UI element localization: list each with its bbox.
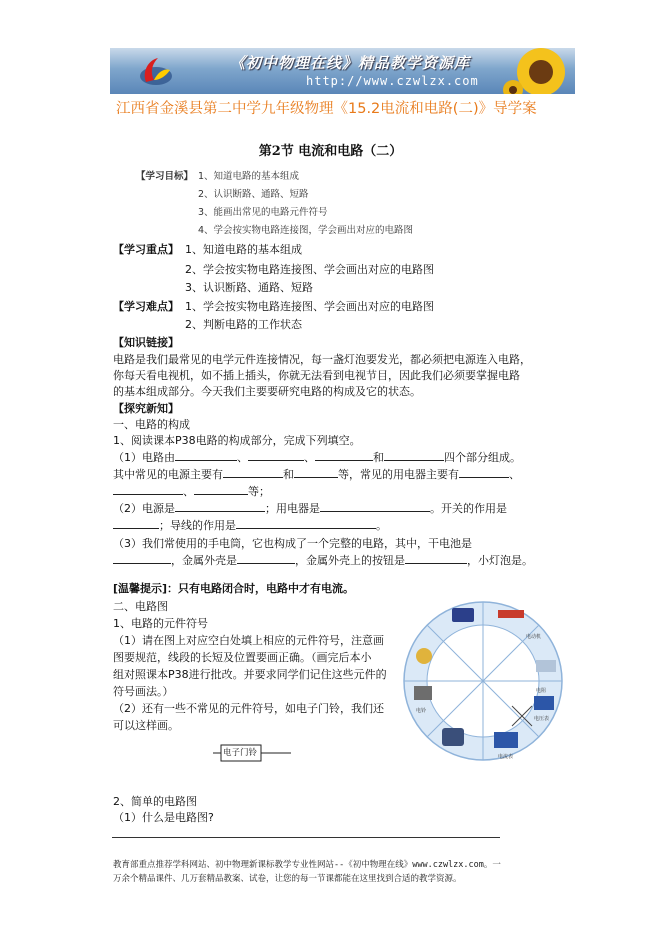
switch-icon	[498, 610, 524, 618]
footer-line: 万余个精品课件、几万套精品教案、试卷，让您的每一节课都能在这里找到合适的教学资源。	[113, 874, 462, 884]
tip: [温馨提示]：只有电路闭合时，电路中才有电流。	[113, 582, 355, 595]
goal-item: 1、知道电路的基本组成	[198, 171, 300, 182]
sub1-heading: 1、电路的元件符号	[113, 617, 208, 630]
document-title: 江西省金溪县第二中学九年级物理《15.2电流和电路(二)》导学案	[116, 101, 537, 117]
wheel-label: 电阻	[536, 688, 547, 694]
difficulty-item: 1、学会按实物电路连接图、学会画出对应的电路图	[185, 300, 434, 313]
sub1-text-line: 符号画法。）	[113, 685, 174, 698]
answer-blank[interactable]	[175, 500, 265, 512]
answer-blank[interactable]	[315, 449, 373, 461]
doorbell-symbol	[213, 742, 293, 764]
question-3b: ，金属外壳是 ，金属外壳上的按钮是 ，小灯泡是。	[113, 552, 533, 568]
key-point-item: 2、学会按实物电路连接图、学会画出对应的电路图	[185, 263, 434, 276]
knowledge-line: 电路是我们最常见的电学元件连接情况，每一盏灯泡要发光，都必须把电源连入电路，	[113, 353, 531, 366]
question-1c: 、 等；	[113, 483, 270, 499]
answer-blank[interactable]	[459, 466, 509, 478]
question-1: 1、阅读课本P38电路的构成部分，完成下列填空。	[113, 434, 361, 447]
section-title: 第2节 电流和电路（二）	[258, 144, 403, 159]
site-logo-icon	[138, 54, 174, 88]
answer-blank[interactable]	[236, 517, 376, 529]
doorbell-label: 电子门铃	[223, 748, 258, 758]
question-1a: （1）电路由 、 、 和 四个部分组成。	[113, 451, 521, 464]
wheel-label: 电动机	[526, 634, 542, 640]
answer-blank[interactable]	[113, 483, 183, 495]
wheel-label: 电压表	[534, 716, 550, 722]
wheel-label: 电铃	[416, 708, 427, 714]
sub2-heading: 2、简单的电路图	[113, 795, 197, 808]
difficulties-label: 【学习难点】	[113, 300, 179, 313]
lamp-icon	[416, 648, 432, 664]
part2-heading: 二、电路图	[113, 600, 168, 613]
part1-heading: 一、电路的构成	[113, 418, 190, 431]
answer-blank[interactable]	[405, 552, 467, 564]
answer-blank[interactable]	[237, 552, 295, 564]
key-point-item: 1、知道电路的基本组成	[185, 243, 302, 256]
battery-icon	[452, 608, 474, 622]
answer-blank[interactable]	[194, 483, 248, 495]
key-point-item: 3、认识断路、通路、短路	[185, 281, 313, 294]
header-banner	[110, 48, 575, 94]
answer-blank[interactable]	[113, 517, 159, 529]
goals-label: 【学习目标】	[136, 171, 194, 182]
question-2b: ；导线的作用是 。	[113, 517, 387, 533]
knowledge-label: 【知识链接】	[113, 336, 179, 349]
answer-blank[interactable]	[223, 466, 283, 478]
question-3: （3）我们常使用的手电筒，它也构成了一个完整的电路，其中，干电池是	[113, 537, 472, 550]
answer-blank[interactable]	[113, 552, 171, 564]
bell-device-icon	[414, 686, 432, 700]
component-wheel-diagram	[402, 600, 564, 762]
sunflower-icon	[501, 48, 571, 94]
banner-title: 《初中物理在线》精品教学资源库	[230, 54, 471, 72]
banner-url: http://www.czwlzx.com	[306, 74, 479, 88]
sub1-text-line: 可以这样画。	[113, 719, 179, 732]
goal-item: 4、学会按实物电路连接图，学会画出对应的电路图	[198, 225, 414, 236]
question-1b: 其中常见的电源主要有 和 等，常见的用电器主要有 、	[113, 468, 520, 481]
sub2-question: （1）什么是电路图?	[113, 811, 214, 824]
answer-blank[interactable]	[320, 500, 430, 512]
sub1-text-line: 组对照课本P38进行批改。并要求同学们记住这些元件的	[113, 668, 387, 681]
question-2: （2）电源是 ；用电器是 。开关的作用是	[113, 502, 507, 515]
footer-divider	[112, 837, 500, 838]
sub1-text-line: 图要规范，线段的长短及位置要画正确。（画完后本小	[113, 651, 372, 664]
answer-blank[interactable]	[175, 449, 237, 461]
knowledge-line: 的基本组成部分。今天我们主要要研究电路的构成及它的状态。	[113, 385, 421, 398]
ammeter-icon	[494, 732, 518, 748]
answer-blank[interactable]	[384, 449, 444, 461]
wheel-label: 电流表	[498, 754, 514, 760]
sub1-text-line: （2）还有一些不常见的元件符号，如电子门铃，我们还	[113, 702, 384, 715]
knowledge-line: 你每天看电视机，如不插上插头，你就无法看到电视节目，因此我们必须要掌握电路	[113, 369, 520, 382]
answer-blank[interactable]	[248, 449, 304, 461]
footer-line: 教育部重点推荐学科网站、初中物理新课标教学专业性网站--《初中物理在线》www.czwlzx.com。一	[113, 860, 501, 870]
resistor-icon	[536, 660, 556, 672]
voltmeter-icon	[534, 696, 554, 710]
goal-item: 2、认识断路、通路、短路	[198, 189, 309, 200]
answer-blank[interactable]	[294, 466, 338, 478]
sub1-text-line: （1）请在图上对应空白处填上相应的元件符号，注意画	[113, 634, 384, 647]
motor-icon	[442, 728, 464, 746]
key-points-label: 【学习重点】	[113, 243, 179, 256]
goal-item: 3、能画出常见的电路元件符号	[198, 207, 328, 218]
explore-label: 【探究新知】	[113, 402, 179, 415]
difficulty-item: 2、判断电路的工作状态	[185, 318, 302, 331]
